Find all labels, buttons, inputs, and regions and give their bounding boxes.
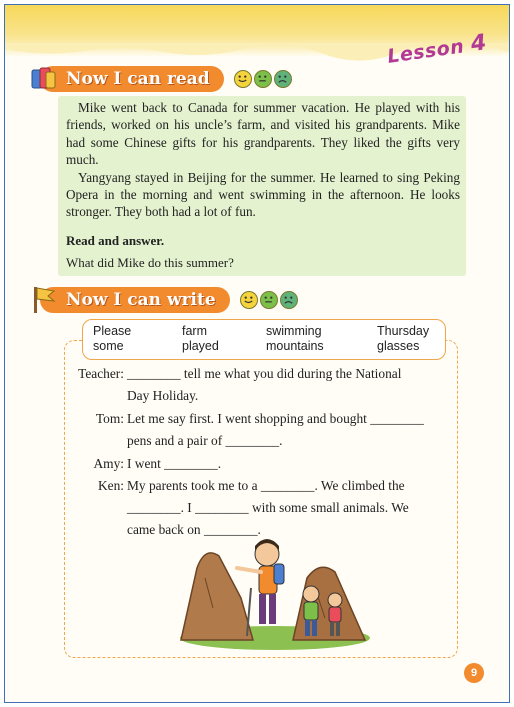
read-self-assessment [234, 70, 292, 88]
word-bank-item: some [93, 339, 124, 353]
lesson-label: Lesson [385, 35, 466, 68]
write-section-header [40, 287, 298, 313]
read-title: Now I can read [66, 68, 210, 89]
dialog-line: ________ tell me what you did during the National [127, 366, 402, 381]
dialog-line: ________. I ________ with some small animals. We [127, 500, 409, 515]
word-bank-item: glasses [377, 339, 420, 353]
dialog-speaker-ken: Ken: [97, 478, 124, 493]
page-number: 9 [464, 663, 484, 683]
dialog-line: Day Holiday. [127, 388, 199, 403]
happy-face-icon[interactable] [234, 70, 252, 88]
dialog-line: came back on ________. [127, 522, 261, 537]
dialog-speaker-amy: Amy: [93, 456, 124, 471]
word-bank-item: farm [182, 324, 207, 338]
word-bank-item: swimming [266, 324, 322, 338]
reading-paragraph-1: Mike went back to Canada for summer vacation. He played with his friends, worked on his uncle’s farm, and visited his grandparents. Mike had some Chinese gifts for his grandparents. They liked the gifts very much. [66, 100, 460, 168]
reading-paragraph-2: Yangyang stayed in Beijing for the summer. He learned to sing Peking Opera in the morning and went swimming in the afternoon. He looks stronger. They both had a lot of fun. [66, 169, 460, 220]
neutral-face-icon[interactable] [260, 291, 278, 309]
happy-face-icon[interactable] [240, 291, 258, 309]
read-task-title: Read and answer. [66, 233, 165, 248]
read-section-header [40, 66, 292, 92]
write-self-assessment [240, 291, 298, 309]
flag-icon [26, 281, 62, 317]
dialog-line: pens and a pair of ________. [127, 433, 283, 448]
dialog-speaker-teacher: Teacher: [78, 366, 124, 381]
word-bank-item: Thursday [377, 324, 430, 338]
word-bank [82, 319, 446, 360]
family-hiking-illustration [175, 538, 375, 650]
word-bank-item: played [182, 339, 219, 353]
write-title-pill [40, 287, 230, 313]
dialog-line: Let me say first. I went shopping and bought ________ [127, 411, 424, 426]
lesson-number: 4 [469, 30, 489, 58]
dialog-line: I went ________. [127, 456, 222, 471]
read-title-pill [40, 66, 224, 92]
sad-face-icon[interactable] [280, 291, 298, 309]
word-bank-item: Please [93, 324, 132, 338]
sad-face-icon[interactable] [274, 70, 292, 88]
read-question: What did Mike do this summer? [66, 255, 234, 270]
reading-passage [66, 99, 460, 221]
write-title: Now I can write [66, 289, 216, 310]
dialog-line: My parents took me to a ________. We climbed the [127, 478, 405, 493]
neutral-face-icon[interactable] [254, 70, 272, 88]
dialog-speaker-tom: Tom: [95, 411, 124, 426]
books-icon [26, 60, 62, 96]
word-bank-item: mountains [266, 339, 324, 353]
